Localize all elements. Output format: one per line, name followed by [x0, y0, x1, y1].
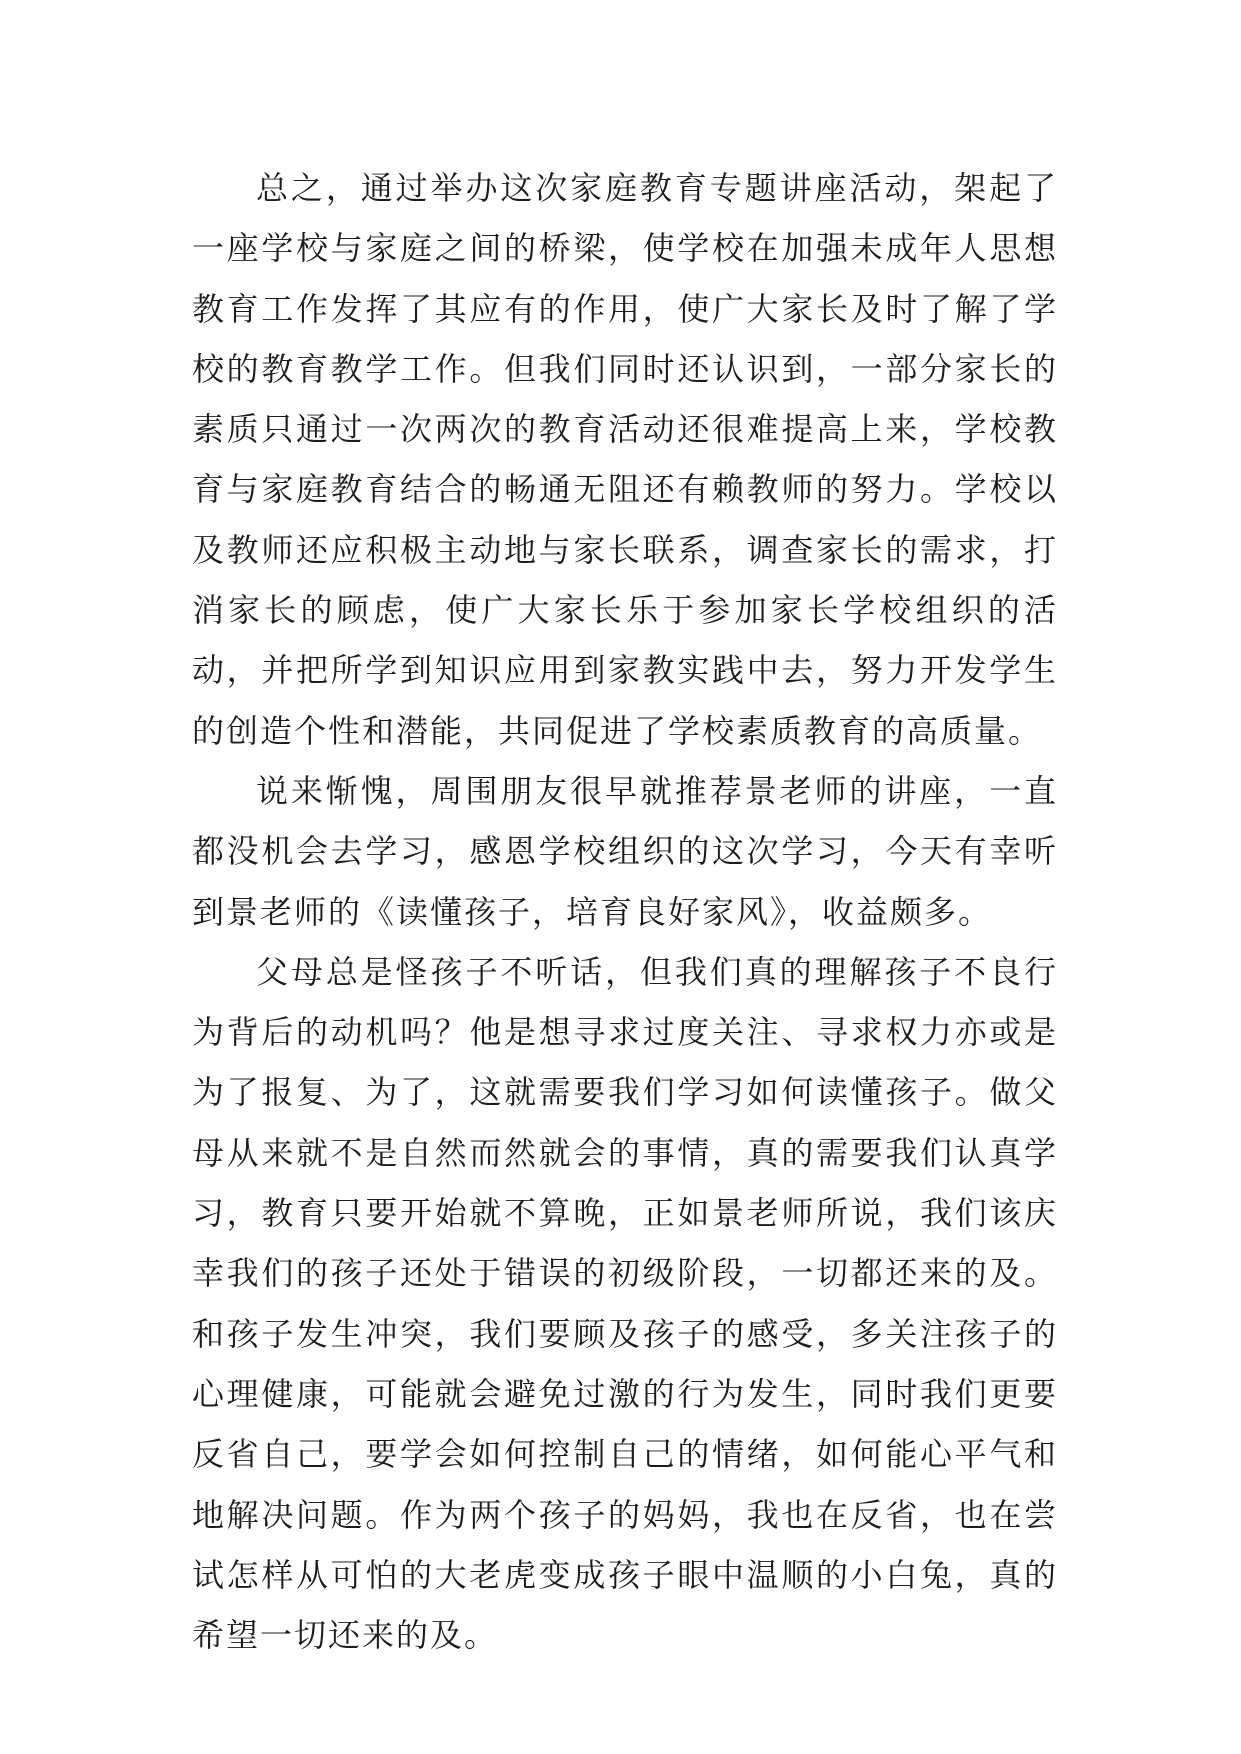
paragraph-summary: 总之，通过举办这次家庭教育专题讲座活动，架起了一座学校与家庭之间的桥梁，使学校在加强未成年人思想教育工作发挥了其应有的作用，使广大家长及时了解了学校的教育教学工作。但我们同时还认识到，一部分家长的素质只通过一次两次的教育活动还很难提高上来，学校教育与家庭教育结合的畅通无阻还有赖教师的努力。学校以及教师还应积极主动地与家长联系，调查家长的需求，打消家长的顾虑，使广大家长乐于参加家长学校组织的活动，并把所学到知识应用到家教实践中去，努力开发学生的创造个性和潜能，共同促进了学校素质教育的高质量。	[192, 169, 1058, 750]
paragraph-lecture-reflection: 说来惭愧，周围朋友很早就推荐景老师的讲座，一直都没机会去学习，感恩学校组织的这次学习，今天有幸听到景老师的《读懂孩子，培育良好家风》，收益颇多。	[192, 771, 1058, 931]
paragraph-parenting-thoughts: 父母总是怪孩子不听话，但我们真的理解孩子不良行为背后的动机吗？他是想寻求过度关注、寻求权力亦或是为了报复、为了，这就需要我们学习如何读懂孩子。做父母从来就不是自然而然就会的事情，真的需要我们认真学习，教育只要开始就不算晚，正如景老师所说，我们该庆幸我们的孩子还处于错误的初级阶段，一切都还来的及。和孩子发生冲突，我们要顾及孩子的感受，多关注孩子的心理健康，可能就会避免过激的行为发生，同时我们更要反省自己，要学会如何控制自己的情绪，如何能心平气和地解决问题。作为两个孩子的妈妈，我也在反省，也在尝试怎样从可怕的大老虎变成孩子眼中温顺的小白兔，真的希望一切还来的及。	[192, 952, 1058, 1655]
document-body	[192, 158, 1058, 1665]
